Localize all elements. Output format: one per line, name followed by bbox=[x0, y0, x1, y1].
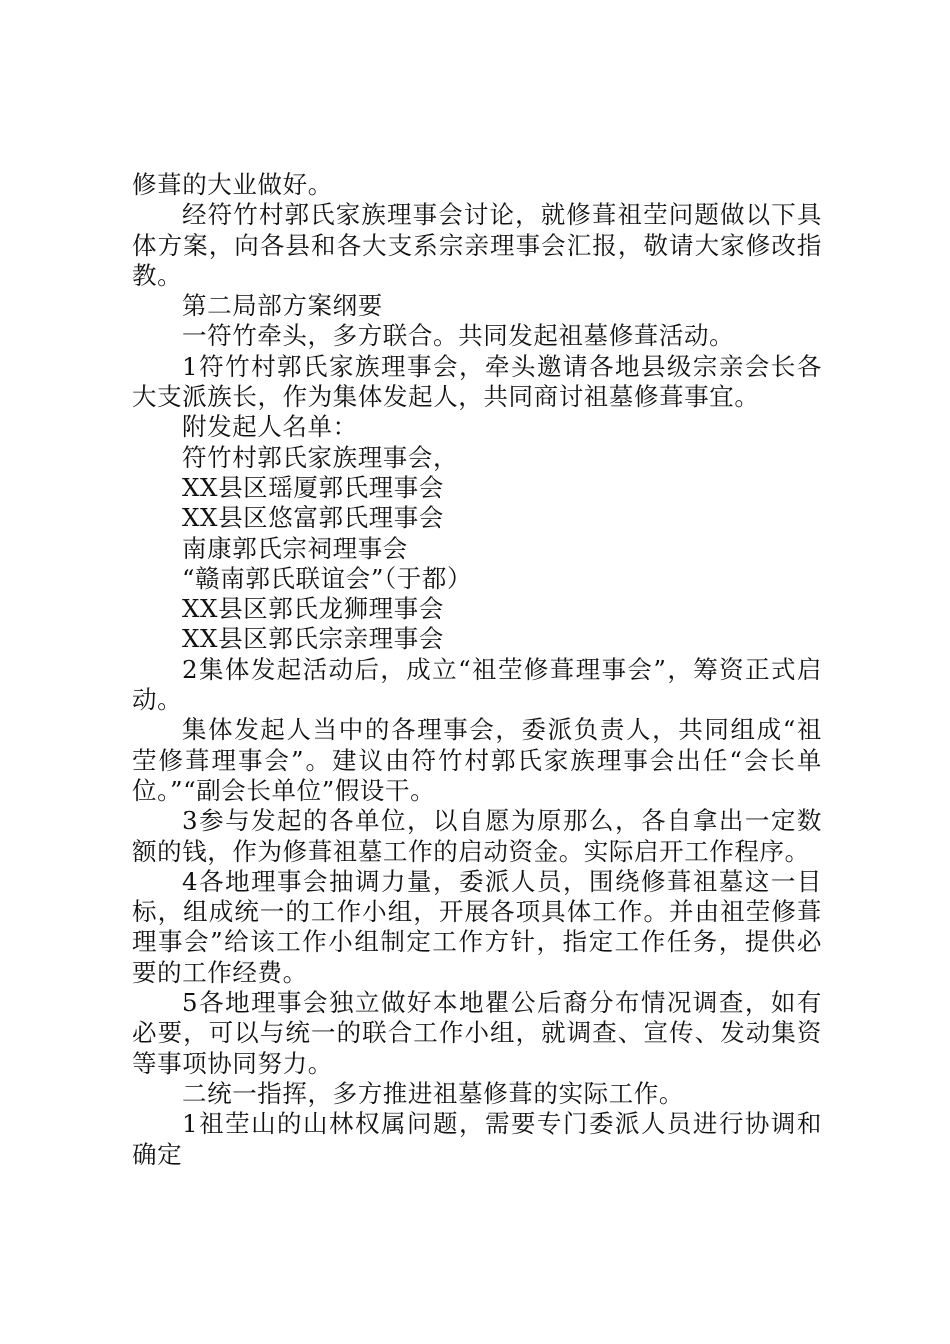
item-4: 4各地理事会抽调力量，委派人员，围绕修葺祖墓这一目标，组成统一的工作小组，开展各项具体工作。并由祖茔修葺理事会”给该工作小组制定工作方针，指定工作任务，提供必要的工作经费。 bbox=[132, 866, 822, 987]
subheading-one: 一符竹牵头，多方联合。共同发起祖墓修葺活动。 bbox=[182, 321, 735, 351]
item-2: 2集体发起活动后，成立“祖茔修葺理事会”，筹资正式启动。 bbox=[132, 654, 822, 715]
document-page bbox=[132, 170, 822, 1170]
initiator-list-item: XX县区郭氏宗亲理事会 bbox=[182, 624, 444, 654]
item-3: 3参与发起的各单位，以自愿为原那么，各自拿出一定数额的钱，作为修葺祖墓工作的启动资金。实际启开工作程序。 bbox=[132, 806, 822, 866]
item-2-detail: 集体发起人当中的各理事会，委派负责人，共同组成“祖茔修葺理事会”。建议由符竹村郭氏家族理事会出任“会长单位。”“副会长单位”假设干。 bbox=[132, 715, 822, 805]
initiator-list-item: “赣南郭氏联谊会”（于都） bbox=[182, 563, 473, 593]
initiator-list-item: 符竹村郭氏家族理事会， bbox=[182, 442, 459, 472]
initiator-list-item: XX县区郭氏龙狮理事会 bbox=[182, 594, 444, 624]
initiator-list-title: 附发起人名单： bbox=[182, 412, 358, 442]
paragraph-discussion: 经符竹村郭氏家族理事会讨论，就修葺祖茔问题做以下具体方案，向各县和各大支系宗亲理事会汇报，敬请大家修改指教。 bbox=[132, 200, 822, 290]
paragraph-intro-end: 修葺的大业做好。 bbox=[132, 170, 333, 199]
initiator-list-item: 南康郭氏宗祠理事会 bbox=[182, 533, 408, 563]
initiator-list-item: XX县区瑶厦郭氏理事会 bbox=[182, 472, 444, 502]
subheading-two: 二统一指挥，多方推进祖墓修葺的实际工作。 bbox=[182, 1078, 684, 1108]
section-heading-part-two: 第二局部方案纲要 bbox=[182, 291, 383, 321]
item-2-1: 1祖茔山的山林权属问题，需要专门委派人员进行协调和确定 bbox=[132, 1109, 822, 1169]
item-5: 5各地理事会独立做好本地瞿公后裔分布情况调查，如有必要，可以与统一的联合工作小组，就调查、宣传、发动集资等事项协同努力。 bbox=[132, 988, 822, 1078]
item-1: 1符竹村郭氏家族理事会，牵头邀请各地县级宗亲会长各大支派族长，作为集体发起人，共同商讨祖墓修葺事宜。 bbox=[132, 351, 822, 412]
initiator-list-item: XX县区悠富郭氏理事会 bbox=[182, 503, 444, 533]
